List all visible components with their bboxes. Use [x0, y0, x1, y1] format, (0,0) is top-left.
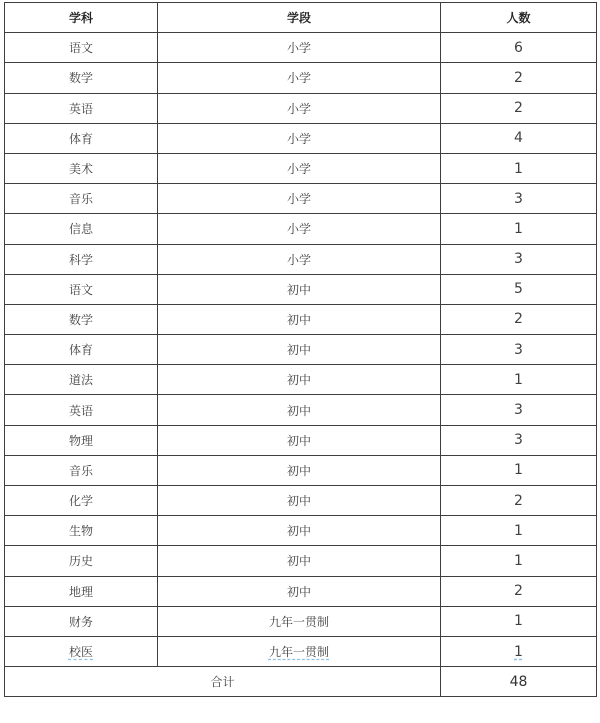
cell-subject: 音乐: [5, 184, 158, 214]
spellcheck-flagged-text: 校医: [68, 645, 93, 660]
cell-subject: 语文: [5, 33, 158, 63]
cell-count: 2: [441, 576, 597, 606]
cell-stage: 初中: [158, 395, 441, 425]
cell-subject: 音乐: [5, 455, 158, 485]
cell-count: 2: [441, 304, 597, 334]
cell-subject: 数学: [5, 63, 158, 93]
cell-stage: 初中: [158, 274, 441, 304]
cell-count: 3: [441, 425, 597, 455]
cell-subject: 生物: [5, 516, 158, 546]
cell-count: 1: [441, 546, 597, 576]
table-row: [5, 63, 597, 93]
cell-count: 3: [441, 244, 597, 274]
cell-subject: 数学: [5, 304, 158, 334]
cell-count: 1: [441, 365, 597, 395]
staff-table-container: [4, 2, 597, 697]
cell-stage: 小学: [158, 33, 441, 63]
cell-subject: 美术: [5, 153, 158, 183]
cell-count: 2: [441, 63, 597, 93]
cell-stage: 小学: [158, 214, 441, 244]
cell-stage: 小学: [158, 153, 441, 183]
cell-stage: 初中: [158, 576, 441, 606]
table-row: [5, 516, 597, 546]
cell-subject: 语文: [5, 274, 158, 304]
cell-count: 6: [441, 33, 597, 63]
table-row: [5, 606, 597, 636]
cell-stage: 初中: [158, 335, 441, 365]
table-row: [5, 214, 597, 244]
table-body: [5, 33, 597, 697]
cell-stage: [158, 636, 441, 666]
table-row: [5, 395, 597, 425]
cell-subject: 财务: [5, 606, 158, 636]
table-row: [5, 636, 597, 666]
header-subject: 学科: [5, 3, 158, 33]
cell-stage: 小学: [158, 63, 441, 93]
cell-stage: 初中: [158, 455, 441, 485]
table-row: [5, 365, 597, 395]
cell-stage: 小学: [158, 93, 441, 123]
cell-count: 1: [441, 153, 597, 183]
total-label: 合计: [5, 667, 441, 697]
cell-subject: 英语: [5, 93, 158, 123]
table-row: [5, 546, 597, 576]
cell-count: 1: [441, 606, 597, 636]
cell-subject: 地理: [5, 576, 158, 606]
cell-stage: 小学: [158, 184, 441, 214]
cell-count: 3: [441, 395, 597, 425]
table-row: [5, 244, 597, 274]
table-row: [5, 576, 597, 606]
cell-subject: 化学: [5, 486, 158, 516]
cell-subject: 体育: [5, 335, 158, 365]
table-row: [5, 455, 597, 485]
cell-stage: 小学: [158, 244, 441, 274]
table-row: [5, 304, 597, 334]
table-row: [5, 123, 597, 153]
table-row: [5, 274, 597, 304]
cell-subject: 信息: [5, 214, 158, 244]
cell-stage: 初中: [158, 516, 441, 546]
staff-table: [4, 2, 597, 697]
cell-count: [441, 636, 597, 666]
cell-stage: 初中: [158, 546, 441, 576]
cell-count: 3: [441, 184, 597, 214]
header-count: 人数: [441, 3, 597, 33]
cell-count: 1: [441, 455, 597, 485]
cell-stage: 小学: [158, 123, 441, 153]
cell-count: 5: [441, 274, 597, 304]
cell-subject: 英语: [5, 395, 158, 425]
cell-subject: [5, 636, 158, 666]
table-header-row: [5, 3, 597, 33]
cell-count: 4: [441, 123, 597, 153]
cell-stage: 初中: [158, 425, 441, 455]
cell-stage: 初中: [158, 365, 441, 395]
cell-stage: 初中: [158, 486, 441, 516]
cell-subject: 历史: [5, 546, 158, 576]
total-value: 48: [441, 667, 597, 697]
cell-stage: 九年一贯制: [158, 606, 441, 636]
cell-subject: 物理: [5, 425, 158, 455]
spellcheck-flagged-text: 九年一贯制: [268, 645, 329, 660]
table-row: [5, 153, 597, 183]
total-row: [5, 667, 597, 697]
cell-count: 2: [441, 486, 597, 516]
cell-subject: 体育: [5, 123, 158, 153]
table-row: [5, 335, 597, 365]
cell-subject: 道法: [5, 365, 158, 395]
cell-count: 2: [441, 93, 597, 123]
spellcheck-flagged-text: 1: [514, 643, 523, 660]
cell-count: 1: [441, 214, 597, 244]
cell-subject: 科学: [5, 244, 158, 274]
cell-count: 1: [441, 516, 597, 546]
table-row: [5, 184, 597, 214]
table-row: [5, 33, 597, 63]
header-stage: 学段: [158, 3, 441, 33]
cell-count: 3: [441, 335, 597, 365]
cell-stage: 初中: [158, 304, 441, 334]
table-row: [5, 486, 597, 516]
table-row: [5, 425, 597, 455]
table-row: [5, 93, 597, 123]
